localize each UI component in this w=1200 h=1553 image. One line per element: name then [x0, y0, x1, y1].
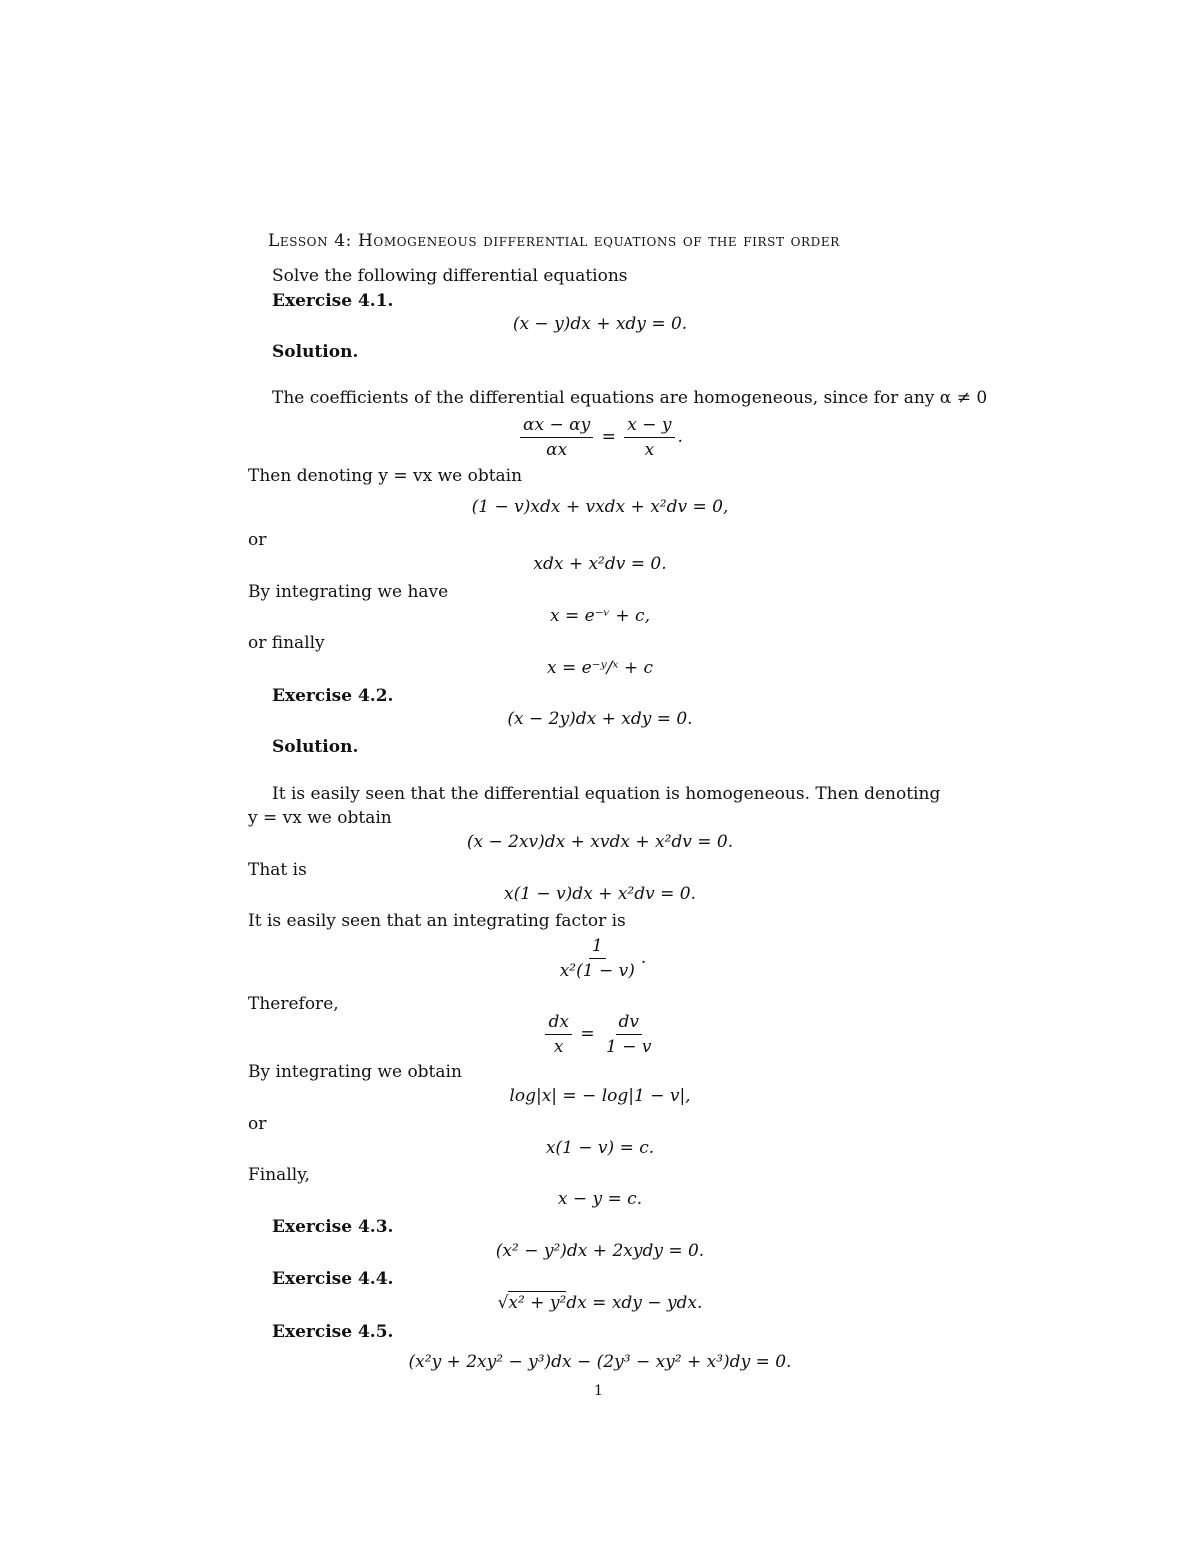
separated-left-fraction: [545, 1012, 571, 1057]
equation-simplified: xdx + x²dv = 0.: [533, 554, 667, 574]
exercise-4-2-equation: (x − 2y)dx + xdy = 0.: [507, 709, 693, 729]
integrating-factor-numerator: 1: [589, 936, 606, 959]
exercise-4-4-equation: [248, 1292, 952, 1314]
exercise-4-5-label: Exercise 4.5.: [272, 1322, 394, 1342]
integrating-factor-denominator: x²(1 − v): [559, 961, 635, 981]
fraction-right-denominator: x: [644, 440, 655, 460]
solution-4-2-text: It is easily seen that the differential equation is homogeneous. Then denoting: [272, 784, 941, 804]
exercise-4-1-equation: (x − y)dx + xdy = 0.: [512, 314, 688, 334]
solution-4-1-label: Solution.: [272, 342, 359, 362]
period: .: [677, 427, 683, 447]
paragraph-or-2: or: [248, 1114, 267, 1134]
fraction-left-numerator: αx − αy: [520, 415, 593, 438]
equation-integrated: x = e⁻ᵛ + c,: [550, 606, 650, 626]
separated-left-numerator: dx: [545, 1012, 571, 1035]
separated-right-fraction: [603, 1012, 654, 1057]
paragraph-finally-2: Finally,: [248, 1165, 310, 1185]
exercise-4-4-label: Exercise 4.4.: [272, 1269, 394, 1289]
separated-equation: [248, 1012, 952, 1057]
solution-4-2-text-cont: y = vx we obtain: [248, 808, 392, 828]
paragraph-integrating-factor: It is easily seen that an integrating factor is: [248, 911, 626, 931]
exercise-4-2-label: Exercise 4.2.: [272, 686, 394, 706]
equation-x-one-minus-v: x(1 − v) = c.: [545, 1138, 655, 1158]
exercise-4-5-equation: (x²y + 2xy² − y³)dx − (2y³ − xy² + x³)dy = 0.: [408, 1352, 792, 1372]
intro-text: Solve the following differential equations: [272, 266, 628, 286]
paragraph-integrating: By integrating we have: [248, 582, 449, 602]
lesson-title: Lesson 4: Homogeneous differential equations of the first order: [268, 231, 840, 251]
page-number: 1: [594, 1383, 603, 1399]
exercise-4-4-rest: dx = xdy − ydx.: [566, 1293, 703, 1313]
paragraph-therefore: Therefore,: [248, 994, 339, 1014]
separated-right-numerator: dv: [616, 1012, 643, 1035]
separated-right-denominator: 1 − v: [606, 1037, 652, 1057]
equals-sign: =: [580, 1024, 595, 1044]
fraction-left: [520, 415, 593, 460]
paragraph-denoting: Then denoting y = vx we obtain: [248, 466, 523, 486]
exercise-4-3-label: Exercise 4.3.: [272, 1217, 394, 1237]
exercise-4-3-equation: (x² − y²)dx + 2xydy = 0.: [495, 1241, 705, 1261]
equation-final-4-2: x − y = c.: [557, 1189, 643, 1209]
homogeneity-fraction-equation: [248, 415, 952, 460]
equation-substituted: (1 − v)xdx + vxdx + x²dv = 0,: [471, 497, 729, 517]
fraction-right-numerator: x − y: [624, 415, 674, 438]
fraction-right: [624, 415, 674, 460]
solution-4-1-text: The coefficients of the differential equations are homogeneous, since for any α ≠ 0: [272, 388, 988, 408]
separated-left-denominator: x: [553, 1037, 564, 1057]
sqrt-radicand: x² + y²: [508, 1293, 567, 1313]
integrating-factor-fraction: [557, 936, 638, 981]
solution-4-2-label: Solution.: [272, 737, 359, 757]
equation-4-2-substituted: (x − 2xv)dx + xvdx + x²dv = 0.: [466, 832, 734, 852]
equals-sign: =: [601, 427, 616, 447]
paragraph-integrating-obtain: By integrating we obtain: [248, 1062, 462, 1082]
period: .: [640, 948, 647, 968]
integrating-factor: [248, 936, 952, 981]
paragraph-that-is: That is: [248, 860, 307, 880]
paragraph-finally: or finally: [248, 633, 325, 653]
exercise-4-1-label: Exercise 4.1.: [272, 291, 394, 311]
fraction-left-denominator: αx: [546, 440, 568, 460]
equation-4-2-simplified: x(1 − v)dx + x²dv = 0.: [503, 884, 696, 904]
sqrt-sign-icon: √: [497, 1293, 509, 1313]
equation-final-4-1: x = e⁻ʸ/ˣ + c: [546, 658, 654, 678]
paragraph-or: or: [248, 530, 267, 550]
equation-log: log|x| = − log|1 − v|,: [509, 1086, 691, 1106]
